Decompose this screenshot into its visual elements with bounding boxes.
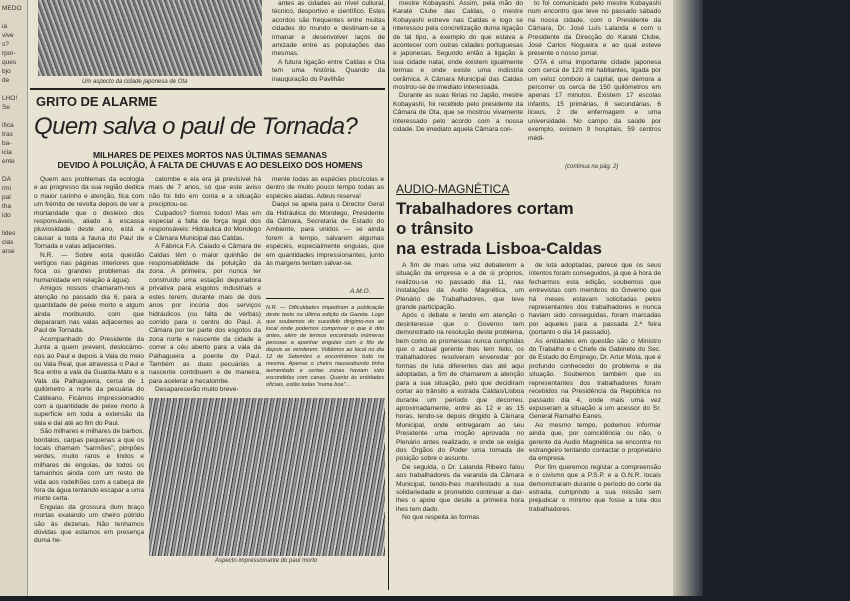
continue-note: (continua na pág. 2): [565, 164, 619, 170]
article2-kicker: AUDIO-MAGNÉTICA: [396, 182, 510, 196]
fragment-line: DA: [2, 176, 12, 183]
fragment-line: de: [2, 77, 10, 84]
top-column-3: [528, 0, 661, 162]
fragment-line: [2, 85, 25, 94]
fragment-line: ifica: [2, 122, 14, 129]
paragraph: Acompanhado do Presidente da Junta a quem prevenl, deslocámo-nos ao Paul e depois à Vala do meio ou Vala Real, que atravessa o Paul e fica entre a vala da Guarda-Mato e a Vala da Palhagueira, cerca de 1 quilómetro a norte da pecuária do Caldeano. Ficámos impressionados com a quantidade de peixe morto à superfície em toda a extensão da vala e daí até ao fim do Paul.: [34, 335, 144, 427]
fragment-line: LHO!: [2, 95, 18, 102]
top-column-1: [272, 0, 385, 82]
paragraph: Quem aos problemas da ecologia e ao progresso da sua região dedica o maior carinho e atenção, fica com um frémito de revolta depois de ver a mortandade que o desleixo dos responsáveis, aliado à escassa pluviosidade deste ano, está a causar a toda a fauna do Paul de Tornada e valas adjacentes.: [34, 176, 144, 251]
section-rule: [30, 88, 385, 90]
fragment-line: rmi: [2, 185, 12, 192]
paragraph: Durante as suas férias no Japão, mestre Kobayashi, foi recebido pelo presidente da Câmara de Ota, que se mostrou vivamente interessado pelo acordo com a nossa cidade. De imediato aquela Câmara con-: [393, 92, 523, 134]
article1-subhead: [35, 150, 385, 170]
page-edge: [673, 0, 703, 596]
paragraph: Por fim queremos registar a compreensão e o civismo que a P.S.P. e a G.N.R. locais demonstraram durante o período do corte da estrada, cumprindo a sua missão sem prejudicar o mínimo que fosse a luta dos trabalhadores.: [529, 463, 661, 513]
fragment-line: vive: [2, 32, 14, 39]
paragraph: Ao mesmo tempo, podemos informar ainda que, por coincidência ou não, o gerente da Audio Magnética se encontra no estrangeiro tentando contactar o proprietário da empresa.: [529, 421, 661, 463]
fragment-line: [2, 220, 25, 229]
fragment-line: tha: [2, 203, 12, 210]
paragraph: Culpados? Somos todos! Mas em especial a falta de força legal dos responsáveis: Hidráulica do Mondego e Câmara Municipal das Caldas.: [149, 209, 261, 242]
paragraph: OTA é uma importante cidade japonesa com cerca de 123 mil habitantes, ligada por um veloz comboio à capital, que demora a percorrer os cerca de 150 quilómetros em apenas 17 minutos. Existem 17 escolas infantis, 15 primárias, 8 secundárias, 6 liceus, 2 de enfermagem e uma universidade. No campo da saúde por exemplo, existem 9 hospitais, 59 centros médi-: [528, 58, 661, 142]
paragraph: Enguias da grossura dum braço mortas exalando um cheiro pútrido são às dezenas. Não tenhamos dúvidas que estamos em presença duma he-: [34, 503, 144, 545]
paragraph: São milhares e milhares de barbos, bordalos, carpas pequenas a que os locais chamam "sarmões", pimpões verdes, muito raros e lindos e milhares de enguias, de todos os tamanhos ainda com um resto de vida aos rodelhões com a cabeça de fora da água tentando escapar a uma morte certa.: [34, 428, 144, 503]
article1-column-1: [34, 176, 144, 592]
city-photo-caption: Um aspecto da cidade japonesa de Ota: [82, 79, 188, 85]
paragraph: antes as cidades ao nível cultural, técnico, desportivo e científico. Estes acordos são frequentes entre muitas cidades do mundo e destinam-se a irmanar e desenvolver laços de amizade entre as populações das mesmas.: [272, 0, 385, 58]
top-column-2: [393, 0, 523, 170]
fragment-line: s?: [2, 41, 9, 48]
article2-column-2: [529, 262, 661, 590]
paragraph: to foi comunicado pelo mestre Kobayashi num encontro que teve no passado sábado na nossa cidade, com o Presidente da Câmara, Dr. José Luís Lalanda e com o Presidente da Direcção do Karaté Clube, José Carlos Nogueira e ao qual esteve presente o nosso jornal.: [528, 0, 661, 58]
subhead-line: DEVIDO À POLUIÇÃO, À FALTA DE CHUVAS E AO DESLEIXO DOS HOMENS: [57, 160, 363, 170]
paul-photo: [149, 398, 385, 556]
paragraph: A futura ligação entre Caldas e Ota tem uma história. Quando da inauguração do Pavilhão: [272, 58, 385, 82]
fragment-line: Se: [2, 104, 10, 111]
paragraph: Após o debate e tendo em atenção o desinteresse que o Governo tem demonstrado na resolução deste problema, bem como as promessas nunca cumpridas que o actual gerente lhes tem feito, os trabalhadores resolveram enveredar por formas de luta diferentes das até aqui adoptadas, a fim de chamarem a atenção para a sua situação, pelo que decidiram cortar ao trânsito a estrada Caldas/Lisboa durante um período que decorreu, aproximadamente, entre as 12 e as 15 horas, tendo-se depois dirigido à Câmara Municipal, onde entregaram ao seu Presidente uma moção aprovada no Plenário antes realizado, e onde se exigia dos Órgãos do Poder uma tomada de posição sobre o assunto.: [396, 312, 524, 463]
paul-photo-caption: Aspecto impressionante do paul morto: [215, 558, 318, 564]
fragment-line: MEDO: [2, 5, 22, 12]
fragment-line: ba-: [2, 140, 12, 147]
paragraph: N.R. — Sobre esta questão vertigos nas páginas interiores que foca os grandes problemas da humanidade em relação à água).: [34, 251, 144, 284]
fragment-line: ido: [2, 212, 11, 219]
headline-line: o trânsito: [396, 219, 474, 238]
article1-kicker: GRITO DE ALARME: [36, 94, 158, 109]
paragraph: A fim de mais uma vez debaterem a situação da empresa e a de si próprios, realizou-se no passado dia 11, nas instalações da Audio Magnética, um Plenário de Trabalhadores, que teve grande participação.: [396, 262, 524, 312]
article1-column-2: [149, 176, 261, 394]
fragment-line: rpor-: [2, 50, 16, 57]
article1-column-3: [266, 176, 384, 286]
fragment-line: clas: [2, 239, 14, 246]
editor-note: N.R. — Dificuldades impediram a publicação deste texto na última edição da Gazeta. Logo que soubemos do sucedido dirigimo-nos ao local onde podemos comprovar o que é dito antes, além de termos encontrado inúmeras pessoas a apanhar enguias com o fito de depois as venderem. Voltámos ao local no dia 12 de Setembro e encontrámos tudo na mesma. Apenas o cheiro nauseabundo tinha aumentado e certas zonas haviam sido escondidas com canas. Quanto às entidades oficiais, estão todas "numa boa"...: [266, 305, 384, 388]
article2-headline: [396, 199, 602, 259]
paragraph: No que respeita às formas: [402, 514, 480, 522]
fragment-line: ente: [2, 158, 15, 165]
fragment-line: pal: [2, 194, 11, 201]
note-divider: [266, 298, 384, 299]
fragment-line: arse: [2, 248, 15, 255]
paragraph: Daqui se apela para o Director Geral da Hidráulica do Mondego, Presidente da Câmara, Secretaria de Estado do Ambiente, para unidos — se ainda forem a tempo, salvarem algumas espécies, especialmente enguias, que em quantidades impressionantes, junto às margens tentam salvar-se.: [266, 201, 384, 268]
paragraph: mente todas as espécies piscícolas e dentro de muito pouco tempo todas as espécies aladas. Adeus reserva!: [266, 176, 384, 200]
fragment-line: ia: [2, 23, 8, 30]
fragment-line: tras: [2, 131, 13, 138]
paragraph: De seguida, o Dr. Lalanda Ribeiro falou aos trabalhadores da varanda da Câmara Municipal, tendo-lhes manifestado a sua solidariedade e prometido continuar a dar-lhes o apoio que desde a primeira hora lhes tem dado.: [396, 463, 524, 513]
previous-page-fragment: [0, 0, 28, 596]
paragraph: Amigos nossos chamaram-nos a atenção no passado dia 6, para a quantidade de peixe morto e algum ainda moribundo, com que depararam nas valas adjacentes ao Paul de Tornada.: [34, 285, 144, 335]
fragment-line: [2, 13, 25, 22]
article1-signature: A.M.O.: [350, 288, 371, 295]
subhead-line: MILHARES DE PEIXES MORTOS NAS ÚLTIMAS SEMANAS: [93, 150, 327, 160]
article1-headline: Quem salva o paul de Tornada?: [34, 113, 358, 140]
fragment-line: lides: [2, 230, 16, 237]
paragraph: As entidades em questão são o Ministro do Trabalho e o Chefe de Gabinete do Sec. de Estado do Emprego, Dr. Artur Mota, que é profundo conhecedor do problema e da situação. Soubemos também que os representantes dos trabalhadores foram recebidos na Presidência da República no passado dia 4, onde mais uma vez expuseram a situação a um acessor do Sr. General Ramalho Eanes.: [529, 337, 661, 421]
city-photo: [38, 0, 262, 76]
paragraph: Desaparecerão muito breve-: [155, 386, 239, 394]
fragment-line: icia: [2, 149, 12, 156]
paragraph: catombe e ela era já previsível há mais de 7 anos, só que este aviso não foi tido em conta e a situação precipitou-se.: [149, 176, 261, 209]
fragment-line: [2, 112, 25, 121]
article2-column-1: [396, 262, 524, 590]
headline-line: Trabalhadores cortam: [396, 199, 574, 218]
paragraph: de luta adoptadas, parece que os seus intentos foram conseguidos, já que à hora de fecharmos esta edição, soubemos que entrevistas com membros do Governo que há meses estavam solicitadas pelos representantes dos trabalhadores e nunca haviam sido conseguidas, foram marcadas por aqueles para a passada 2.ª feira (portanto o dia 14 passado).: [529, 262, 661, 337]
paragraph: A Fábrica F.A. Caiado e Câmara de Caldas têm o maior quinhão de responsabilidade da poluição da zona. A primeira, por nunca ter construído uma estação depuradora privativa para esgotos industriais e estes terem, durante mais de dois anos por incúria dos serviços hidráulicos (ou falta de verbas) corrido para o centro do Paul. A Câmara por ter parte dos esgotos da zona norte e nascente da cidade a correr a céu aberto para a vala da Palhagueira a poente do Paul. Também as duas pecuárias a nascente contribuem e de maneira, para acelerar a hecatombe.: [149, 243, 261, 385]
paragraph: mestre Kobayashi. Assim, pela mão do Karaté Clube das Caldas, o mestre Kobayashi estreve nas Caldas e logo se interessou pela concretização duma ligação de tal tipo, a exemplo do que estava a acontecer com outras cidades portuguesas e japonesas. Segundo então a ligação à sua cidade natal, onde existem igualmente termas e onde existe uma indústria cerâmica. A Câmara Municipal das Caldas mostrou-se de imediato interessada.: [393, 0, 523, 92]
fragment-line: [2, 166, 25, 175]
fragment-line: ques: [2, 59, 17, 66]
fragment-line: bjo: [2, 68, 11, 75]
headline-line: na estrada Lisboa-Caldas: [396, 239, 602, 258]
